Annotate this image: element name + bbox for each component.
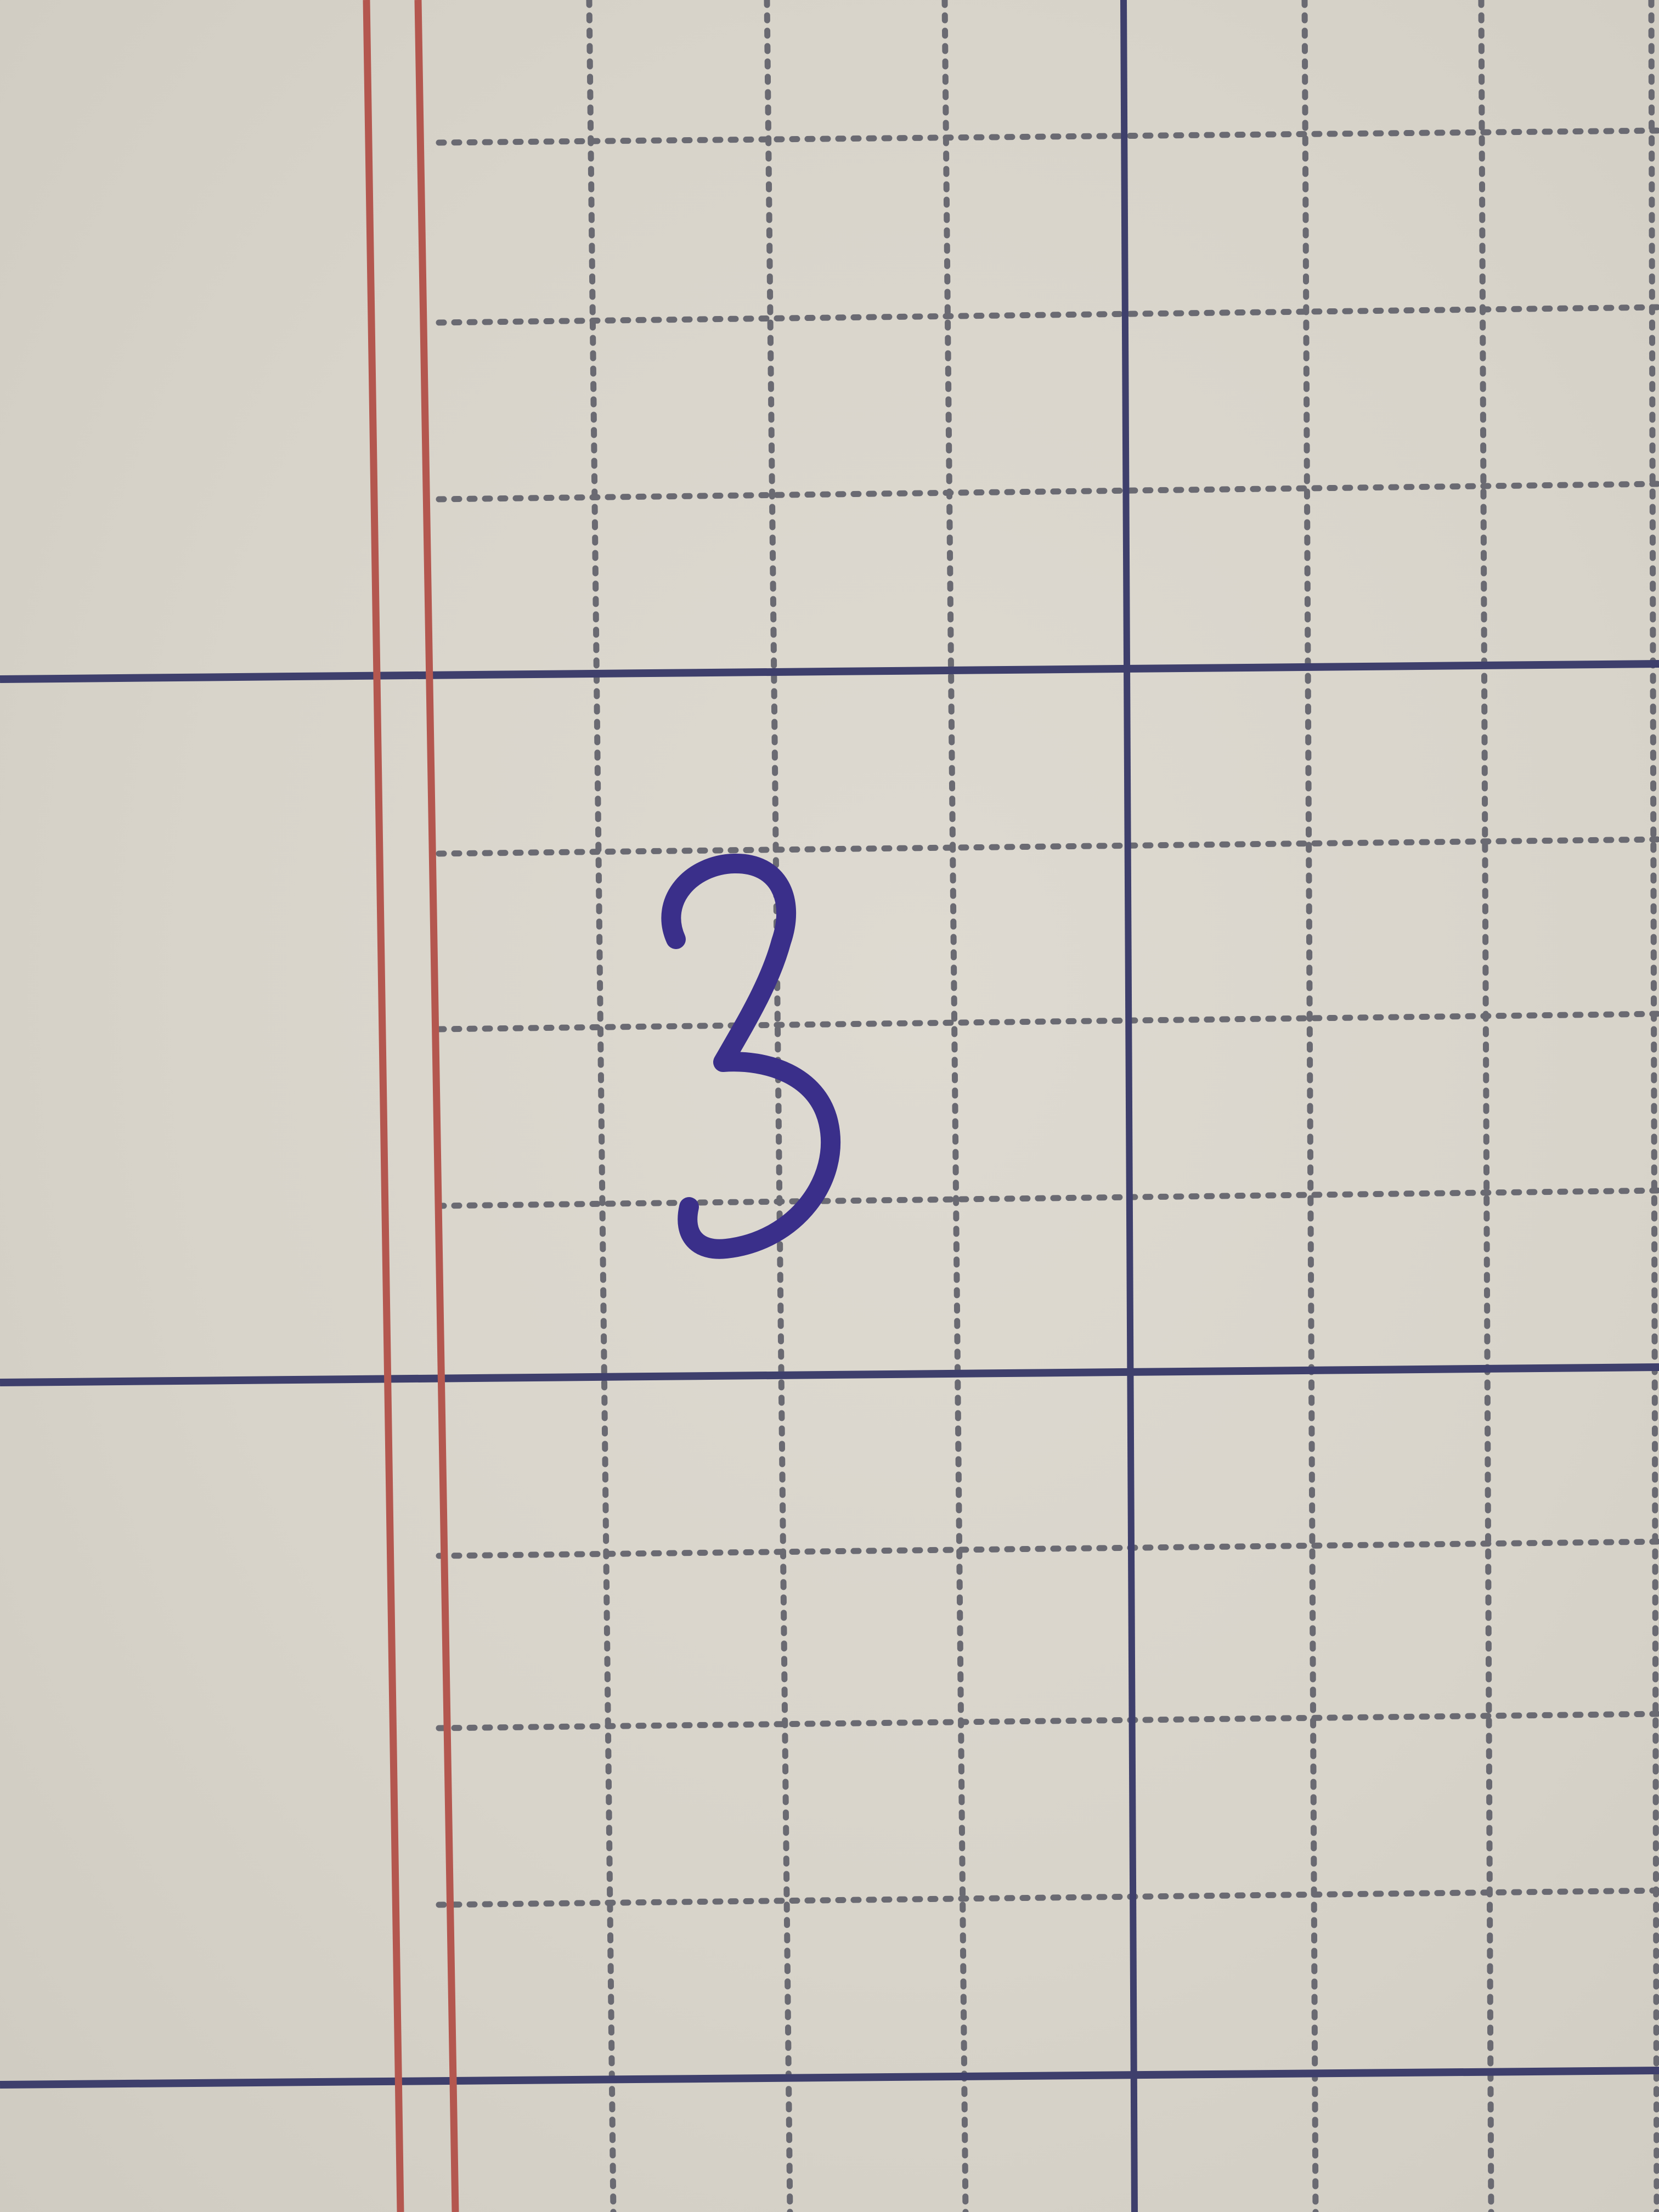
major-horizontal-line: [0, 664, 1659, 679]
dotted-vertical-line: [1481, 0, 1491, 2212]
major-vertical-line: [1124, 0, 1135, 2212]
handwritten-digit-3: [671, 864, 831, 1249]
dotted-vertical-line: [589, 0, 613, 2212]
dotted-vertical-line: [1651, 0, 1657, 2212]
dotted-vertical-line: [945, 0, 966, 2212]
dotted-vertical-line: [1305, 0, 1316, 2212]
margin-line-right: [418, 0, 455, 2212]
major-horizontal-line: [0, 1367, 1659, 1383]
dotted-grid: [439, 0, 1659, 2212]
margin-lines: [366, 0, 455, 2212]
dotted-horizontal-line: [439, 1891, 1659, 1905]
dotted-horizontal-line: [439, 839, 1659, 854]
dotted-vertical-line: [767, 0, 790, 2212]
dotted-horizontal-line: [439, 307, 1659, 323]
dotted-horizontal-line: [439, 1014, 1659, 1029]
major-horizontal-line: [0, 2070, 1659, 2085]
dotted-horizontal-line: [439, 131, 1659, 143]
margin-line-left: [366, 0, 400, 2212]
dotted-horizontal-line: [439, 1714, 1659, 1728]
dotted-horizontal-line: [439, 484, 1659, 499]
digit-3-upper-bowl: [671, 864, 831, 1249]
dotted-horizontal-line: [439, 1542, 1659, 1556]
dotted-horizontal-line: [439, 1190, 1659, 1206]
